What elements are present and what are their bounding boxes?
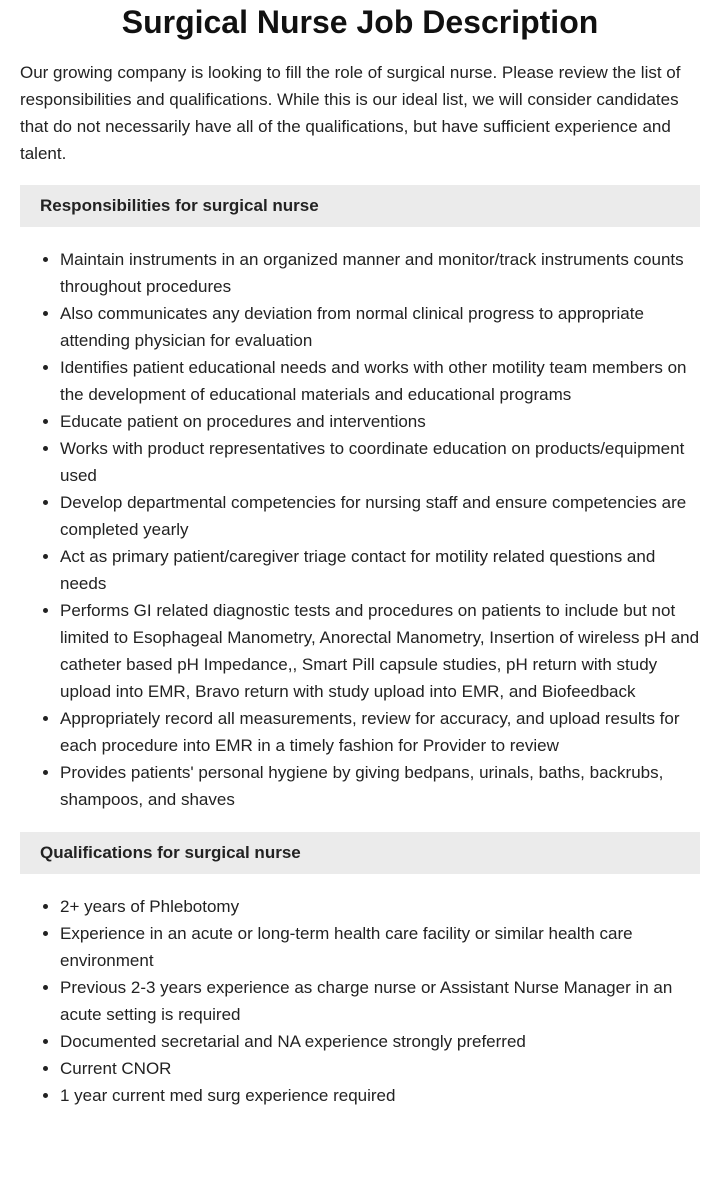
qualifications-heading: Qualifications for surgical nurse: [20, 832, 700, 874]
list-item: • Provides patients' personal hygiene by giving bedpans, urinals, baths, backrubs, shampoos, and shaves: [60, 759, 700, 813]
list-item: • Performs GI related diagnostic tests and procedures on patients to include but not limited to Esophageal Manometry, Anorectal Manometry, Insertion of wireless pH and catheter based pH Impedance,, Smart Pill capsule studies, pH return with study upload into EMR, Bravo return with study upload into EMR, and Biofeedback: [60, 597, 700, 705]
list-item: • Documented secretarial and NA experience strongly preferred: [60, 1028, 700, 1055]
page-title: Surgical Nurse Job Description: [121, 4, 599, 40]
list-item: • Maintain instruments in an organized manner and monitor/track instruments counts throughout procedures: [60, 246, 700, 300]
list-item: • Appropriately record all measurements, review for accuracy, and upload results for each procedure into EMR in a timely fashion for Provider to review: [60, 705, 700, 759]
list-item: • Act as primary patient/caregiver triage contact for motility related questions and needs: [60, 543, 700, 597]
list-item: • 1 year current med surg experience required: [60, 1082, 700, 1109]
list-item: • Identifies patient educational needs and works with other motility team members on the development of educational materials and educational programs: [60, 354, 700, 408]
list-item: • Works with product representatives to coordinate education on products/equipment used: [60, 435, 700, 489]
list-item: • Educate patient on procedures and interventions: [60, 408, 700, 435]
qualifications-list: [20, 893, 700, 1109]
list-item: • Previous 2-3 years experience as charge nurse or Assistant Nurse Manager in an acute setting is required: [60, 974, 700, 1028]
list-item: • Also communicates any deviation from normal clinical progress to appropriate attending physician for evaluation: [60, 300, 700, 354]
list-item: • Current CNOR: [60, 1055, 700, 1082]
responsibilities-heading: Responsibilities for surgical nurse: [20, 185, 700, 227]
list-item: • 2+ years of Phlebotomy: [60, 893, 700, 920]
list-item: • Experience in an acute or long-term health care facility or similar health care environment: [60, 920, 700, 974]
responsibilities-list: [20, 246, 700, 813]
intro-paragraph: Our growing company is looking to fill the role of surgical nurse. Please review the list of responsibilities and qualifications. While this is our ideal list, we will consider candidates that do not necessarily have all of the qualifications, but have sufficient experience and talent.: [20, 63, 681, 163]
list-item: • Develop departmental competencies for nursing staff and ensure competencies are completed yearly: [60, 489, 700, 543]
